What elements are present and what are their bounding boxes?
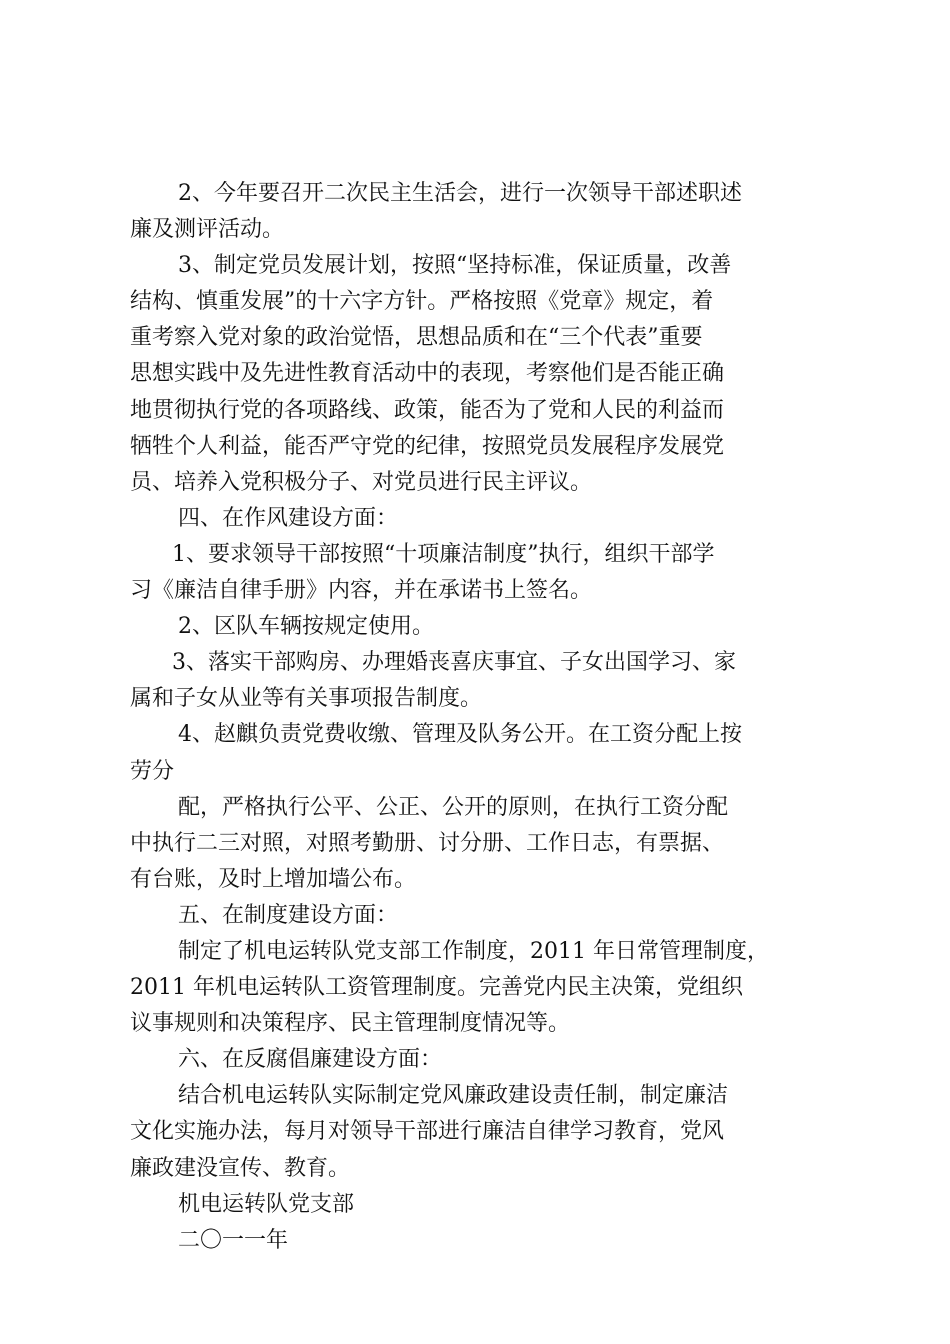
paragraph-line: 有台账，及时上增加墙公布。 xyxy=(130,866,417,892)
paragraph-line: 思想实践中及先进性教育活动中的表现，考察他们是否能正确 xyxy=(130,361,725,387)
signature-org: 机电运转队党支部 xyxy=(178,1191,355,1217)
paragraph-line: 结合机电运转队实际制定党风廉政建设责任制，制定廉洁 xyxy=(178,1083,729,1109)
paragraph-line: 廉政建没宣传、教育。 xyxy=(130,1155,351,1181)
paragraph-line: 劳分 xyxy=(130,758,175,784)
section-heading: 四、在作风建设方面： xyxy=(178,505,399,531)
document-body xyxy=(130,176,830,1259)
section-heading: 六、在反腐倡廉建设方面： xyxy=(178,1047,443,1073)
paragraph-line: 2011 年机电运转队工资管理制度。完善党内民主决策，党组织 xyxy=(130,975,743,1001)
paragraph-line: 习《廉洁自律手册》内容，并在承诺书上签名。 xyxy=(130,578,593,604)
paragraph-line: 3、落实干部购房、办理婚丧喜庆事宜、子女出国学习、家 xyxy=(172,650,736,676)
paragraph-line: 2、区队车辆按规定使用。 xyxy=(178,614,434,640)
paragraph-line: 员、培养入党积极分子、对党员进行民主评议。 xyxy=(130,469,593,495)
paragraph-line: 配，严格执行公平、公正、公开的原则，在执行工资分配 xyxy=(178,794,729,820)
paragraph-line: 牺牲个人利益，能否严守党的纪律，按照党员发展程序发展党 xyxy=(130,433,725,459)
paragraph-line: 议事规则和决策程序、民主管理制度情况等。 xyxy=(130,1011,571,1037)
section-heading: 五、在制度建设方面： xyxy=(178,902,399,928)
paragraph-line: 制定了机电运转队党支部工作制度，2011 年日常管理制度， xyxy=(178,938,769,964)
paragraph-line: 4、赵麒负责党费收缴、管理及队务公开。在工资分配上按 xyxy=(178,722,742,748)
paragraph-line: 重考察入党对象的政治觉悟，思想品质和在“三个代表”重要 xyxy=(130,325,703,351)
paragraph-line: 地贯彻执行党的各项路线、政策，能否为了党和人民的利益而 xyxy=(130,397,725,423)
paragraph-line: 3、制定党员发展计划，按照“坚持标准，保证质量，改善 xyxy=(178,253,732,279)
signature-date: 二〇一一年 xyxy=(178,1227,289,1253)
paragraph-line: 结构、慎重发展”的十六字方针。严格按照《党章》规定，着 xyxy=(130,289,714,315)
paragraph-line: 廉及测评活动。 xyxy=(130,217,285,243)
paragraph-line: 1、要求领导干部按照“十项廉洁制度”执行，组织干部学 xyxy=(172,541,715,567)
paragraph-line: 2、今年要召开二次民主生活会，进行一次领导干部述职述 xyxy=(178,181,742,206)
paragraph-line: 属和子女从业等有关事项报告制度。 xyxy=(130,686,483,712)
paragraph-line: 文化实施办法，每月对领导干部进行廉洁自律学习教育，党风 xyxy=(130,1119,725,1145)
paragraph-line: 中执行二三对照，对照考勤册、讨分册、工作日志，有票据、 xyxy=(130,830,725,856)
